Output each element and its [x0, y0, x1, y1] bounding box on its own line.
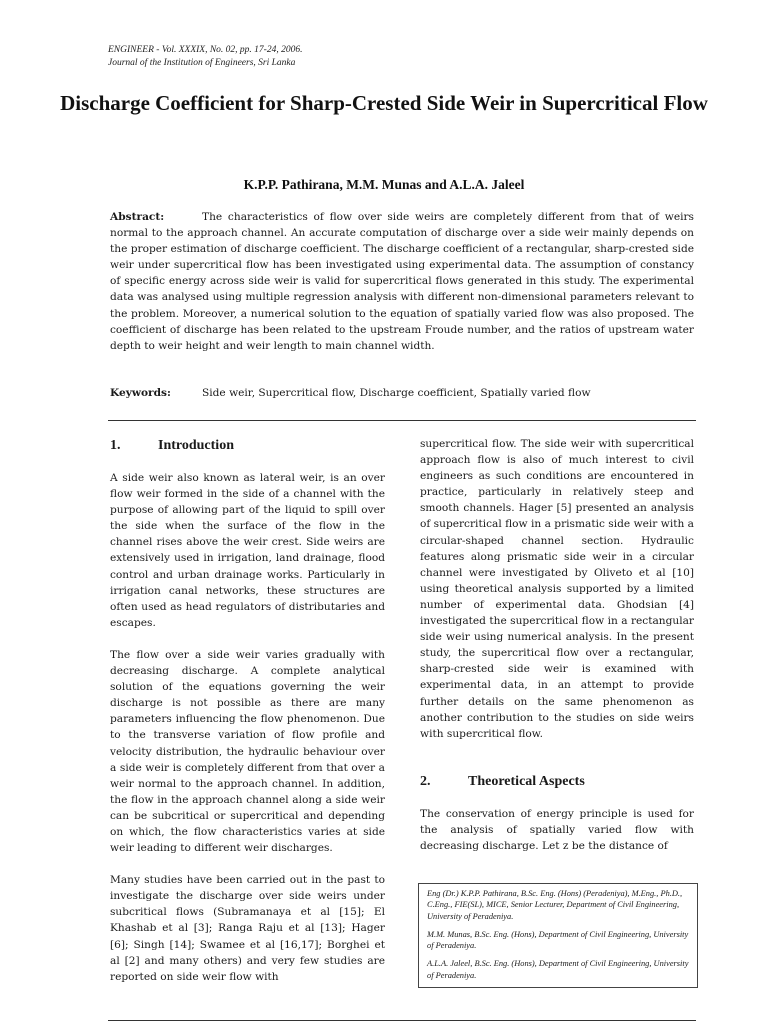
section-number: 1.: [110, 438, 121, 453]
author-affiliations-box: [418, 883, 698, 988]
section-number: 2.: [420, 773, 431, 789]
footer-divider: [108, 1020, 696, 1021]
abstract-text: The characteristics of flow over side weirs are completely different from that of weirs normal to the approach channel. An accurate computation of discharge over a side weir mainly depends on the proper estimation of discharge coefficient. The discharge coefficient of a rectangular, sharp-crested side weir under supercritical flow has been investigated using experimental data. The assumption of constancy of specific energy across side weir is valid for supercritical flows generated in this study. The experimental data was analysed using multiple regression analysis with different non-dimensional parameters relevant to the problem. Moreover, a numerical solution to the equation of spatially varied flow was also proposed. The coefficient of discharge has been related to the upstream Froude number, and the ratios of upstream water depth to weir height and weir length to main channel width.: [110, 211, 694, 352]
abstract-label: Abstract:: [110, 211, 165, 223]
section-introduction-heading: [110, 436, 385, 456]
column-left: [110, 436, 385, 1001]
affiliation-author1: Eng (Dr.) K.P.P. Pathirana, B.Sc. Eng. (Hons) (Peradeniya), M.Eng., Ph.D., C.Eng., FIE(SL), MICE, Senior Lecturer, Department of Civil Engineering, University of Peradeniya.: [427, 889, 683, 921]
paragraph: The conservation of energy principle is used for the analysis of spatially varied flow with decreasing discharge. Let z be the distance of: [420, 807, 694, 852]
affiliation-author3: A.L.A. Jaleel, B.Sc. Eng. (Hons), Department of Civil Engineering, University of Peradeniya.: [427, 959, 689, 980]
paper-title: Discharge Coefficient for Sharp-Crested Side Weir in Supercritical Flow: [60, 91, 708, 115]
header-divider: [108, 420, 696, 421]
section-title: Introduction: [158, 438, 234, 453]
paragraph: supercritical flow. The side weir with supercritical approach flow is also of much interest to civil engineers as such conditions are encountered in practice, particularly in relatively steep and smooth channels. Hager [5] presented an analysis of supercritical flow in a prismatic side weir with a circular-shaped channel section. Hydraulic features along prismatic side weir in a circular channel were investigated by Oliveto et al [10] using theoretical analysis supported by a limited number of experimental data. Ghodsian [4] investigated the supercritical flow in a rectangular side weir using numerical analysis. In the present study, the supercritical flow over a rectangular, sharp-crested side weir is examined with experimental data, in an attempt to provide further details on the same phenomenon as another contribution to the studies on side weirs with supercritical flow.: [420, 438, 694, 740]
keywords: [110, 387, 694, 399]
journal-volume-line: ENGINEER - Vol. XXXIX, No. 02, pp. 17-24, 2006.: [108, 45, 303, 55]
journal-header: [108, 44, 302, 70]
paper-authors: K.P.P. Pathirana, M.M. Munas and A.L.A. Jaleel: [243, 177, 525, 192]
journal-name-line: Journal of the Institution of Engineers, Sri Lanka: [108, 58, 296, 68]
affiliation-author2: M.M. Munas, B.Sc. Eng. (Hons), Department of Civil Engineering, University of Peradeniya.: [427, 929, 689, 951]
section-theoretical-heading: [420, 772, 694, 792]
column-right: [420, 436, 694, 870]
abstract: [110, 209, 694, 354]
keywords-label: Keywords:: [110, 387, 171, 399]
paragraph: The flow over a side weir varies gradually with decreasing discharge. A complete analytical solution of the equations governing the weir discharge is not possible as there are many parameters influencing the flow phenomenon. Due to the transverse variation of flow profile and velocity distribution, the hydraulic behaviour over a side weir is completely different from that over a weir normal to the approach channel. In addition, the flow in the approach channel along a side weir can be subcritical or supercritical and depending on which, the flow characteristics varies at side weir leading to different weir discharges.: [110, 648, 385, 855]
keywords-text: Side weir, Supercritical flow, Discharge coefficient, Spatially varied flow: [202, 387, 591, 399]
paragraph: Many studies have been carried out in the past to investigate the discharge over side weirs under subcritical flows (Subramanaya et al [15]; El Khashab et al [3]; Ranga Raju et al [13]; Hager [6]; Singh [14]; Swamee et al [16,17]; Borghei et al [2] and many others) and very few studies are reported on side weir flow with: [110, 874, 385, 983]
section-title: Theoretical Aspects: [468, 773, 585, 789]
paragraph: A side weir also known as lateral weir, is an over flow weir formed in the side of a channel with the purpose of allowing part of the liquid to spill over the side when the surface of the flow in the channel rises above the weir crest. Side weirs are extensively used in irrigation, land drainage, flood control and urban drainage works. Particularly in irrigation canal networks, these structures are often used as head regulators of distributaries and escapes.: [110, 472, 385, 629]
